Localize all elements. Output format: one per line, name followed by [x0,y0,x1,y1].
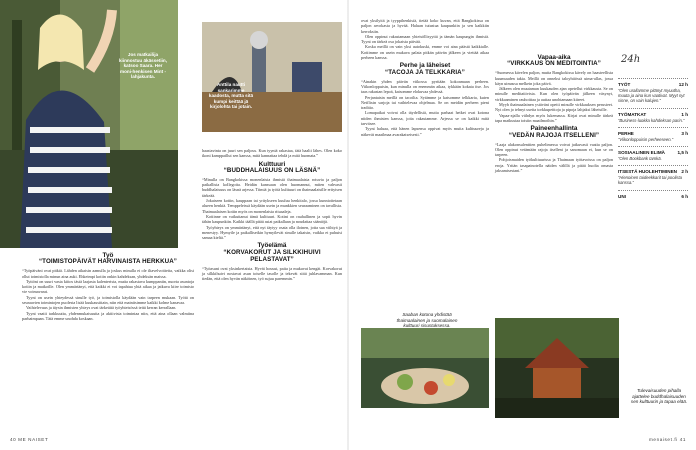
sidebar-item [618,165,688,189]
sidebar-text: “Business-luokka kahdeksan parin.” [618,117,685,123]
paragraph: “Suomessa kävelen paljon, mutta Bangkokissa kävely on haasteellista kuumuuden takia. Meillä on onneksi taloyhtiössä uima-allas, jossa käyn uimassa melkein joka päivä. [495,70,613,86]
sidebar-value: 1 h [681,111,688,117]
paragraph: Tyttöni on suuri vasta kiitos tästä laajasta kalenterista, mutta rakastava kumppaniin, nuorta asuntoja kotiin ja matkoille. Olen ymmärtänyt, että kaikki ei voi tapahtua yhtä aikaa ja jatkuva kiire toimisto vie voimavarat. [22,278,194,295]
culture-column [202,148,342,282]
sidebar-text: “Olen Bookbank tamkä. [618,156,662,162]
paragraph: Tyyni haluaa, että hänen lapsensa oppivat myös muita kulttuureja ja näkevät maailmaa avarakatseisesti.” [361,126,489,137]
section-title: “BUDDHALAISUUS ON LÄSNÄ” [223,166,321,174]
section-kicker: Työ [102,252,114,259]
photo-caption: Tulevaisuuden pihalla ajattelee buddhalaisuuden sen kulttuurin ja tapaa elää. [630,388,688,405]
sidebar-value: 12 h [678,82,688,87]
sidebar-label: TYÖT [618,82,631,87]
sidebar-item [618,146,688,165]
sidebar-item [618,78,688,108]
paragraph: haastavinta on juuri sen paljous. Kun tyyniä rakastaa, tätä haalii lähes. Olen koko ikoni kamppaillut sen kanssa, mitä kannattaa tehdä ja mitä huomata.” [202,148,342,159]
photo-caption: Saaban kotona yhdistää thaimaalainen ja suomalainen kulttuuri sisustuksessa. [396,312,458,329]
paragraph: Vaihtelevuus ja täysin ihmisten yhteys ovat tärkeäitä työyhteisössä teitä kerran kerrallaan. [26,305,177,311]
photo-still-life [202,22,342,132]
paragraph: Myyb thaimaalainen ystäväni opetti minulle virkkauksen perusteet. Nyt olen jo tehnyt useita torkkupeittoja ja pipoja lahjaksi läheisille. [495,102,613,113]
paragraph: ovat yksilyitä ja tyyppihenkisiä, tietää koko kuvan, että Bangkokissa on paljon arvokasta ja hyvää. Haluan tutustua kaupunkiin ja sen kaikkiin kerroksiin. [361,18,489,34]
sidebar-item [618,108,688,127]
section-title: “VEDÄN RAJOJA ITSELLENI” [508,131,600,139]
paragraph: Olen oppinut rakastamaan yhteisöllisyyttä ja tämän kaupungin ihmisiä. Tyyni on tärkeä osa jokaista päivää. [361,33,489,45]
time-sidebar [618,78,688,204]
sidebar-value: 2 h [681,169,688,175]
signature: 24h [621,54,641,65]
right-page [349,0,696,450]
sidebar-value: 1,5 h [677,150,688,156]
intro-column [361,18,489,137]
sidebar-label: UNI [618,193,626,199]
sidebar-text: “Viikonloppuisin perheeseen.” [618,136,674,142]
sidebar-text: “Hienoinen taideekkarit tai poolista kanssa.” [618,175,683,186]
section-kicker: Vapaa-aika [537,54,571,61]
paragraph: Lomapaikat voivat olla täydellisiä, mutta parhaat hetket ovat kotona niiden ihmisten kanssa, joita rakastamme. Arjessa se on kaikki mitä tarvitsee. [361,110,489,127]
sidebar-label: TYÖMATKAT [618,111,647,117]
paragraph: Jälkeen olen muutaman kuukauden ajan opetellut virkkausta. Se on minulle meditatiivista. Kun olen työpäivän jälkeen väsynyt, virkkaaminen rauhoittaa ja auttaa unohtamaan kiireet. [495,86,613,102]
photo-caption: Jos matkailija kiinnostuu äkässetiin, katsoo Saara. Her moni-henkisen Mint -lahjakunta. [119,52,167,80]
paragraph: “Työpäiväni ovat pitkiä. Lähden aikaisin aamulla ja joskus minulla ei ole iltavelvoitteita, vaikka olisi ollut toimistolla minun aina auki. Ehkeimpi kotiin onkin kahdeksan, yhdeksän maissa. [22,268,194,279]
paragraph: Kotiinne on vaikuttanut tämä kulttuuri. Kotini on rauhallinen ja sopii hyvin tähän kaupunkiin. Kaikki täällä pitää asiat paikallaan ja noudattaa sääntöjä. [202,213,342,225]
page-footer-left: 40 ME NAISET [10,437,49,442]
photo-woman-portrait [0,0,178,248]
paragraph: “Työasuni ovat yksinkertaisia. Hyvät housut, paita ja mukavat kengät. Korvakorut ja silkkihuivi nostavat asun toiselle tasolle ja tekevät siitä juhlavamman. Kun tiedän, että olen hyvän näköinen, työ sujuu paremmin.” [202,265,342,282]
sidebar-label: ITSESTÄ HUOLEHTIMINEN [618,169,677,175]
sidebar-text: “Olen urallamme pitänyt myuutha, muuta ja aina kun vaativat. Myyt nyt sinne, on vain kalujen.” [618,88,685,104]
photo-garden-house [495,318,619,418]
sidebar-item [618,190,688,204]
paragraph: Vapaa-ajalla viihdyn myös lukemassa. Kirjat ovat minulle tärkeä tapa matkustaa toisiin maailmoihin.” [495,112,613,123]
section-title: “TOIMISTOPÄIVÄT HARVINAISTA HERKKUA” [38,258,177,266]
work-column [22,250,194,321]
sidebar-label: SOSIAALINEN ELIMÄ [618,150,665,156]
paragraph: Tyyni vaatii tarkkuutta, yhdenmukaisuutta ja aktiivista toimintaa niin, että aina ollaan valmiina parhaimpaan. Tätä emme unohda koskaan. [22,310,194,321]
section-kicker: Työelämä [257,242,287,250]
sidebar-value: 3 h [681,130,688,136]
section-title: “KORVAKORUT JA SILKKIHUIVI PELASTAVAT” [223,248,321,263]
paragraph: Tyyni on usein yhteydessä sinulle työ, ja toimistolla käydään vain tarpeen mukaan. Työtä on seuraavien toimintojen puolesta lisää kuukausittain, niin että mainitsimme kaikki kolme kanavaa. [22,294,194,306]
leisure-column [495,52,613,173]
paragraph: “Minulla on Bangkokissa monenlaisia ihmisiä thaimaalaisia rotuvia ja paljon paikallisia kollegoita. Heidän kanssaan olen huomannut, miten vahvasti buddhalaisuus on läsnä arjessa. Tiimiä ja työtä kulttuuri on thaimaalaisille erityisen tärkeää. [202,176,342,198]
sidebar-value: 6 h [681,193,688,199]
sidebar-item [618,127,688,146]
section-title: “TACOJA JA TELKKARIA” [385,68,465,76]
paragraph: “Ainakin yhden päivän viikossa pyritään kokoamaan perheen. Viikonloppuisin, kun minulla on enemmän aikaa, tykkään kokata itse. Jos taas rakastan lepoä, katsomme elokuvaa yhdessä. [361,78,489,95]
paragraph: Työyhteys on ymmärtänyt, että nyt täytyy osata olla iloinen, jotta saa viihtyä ja menestyy. Hymyile ja paikallisetkin hymyilevät sinulle takaisin, vaikka et puhuisi samaa kieltä.” [202,224,342,241]
sidebar-label: PERHE [618,130,634,136]
section-kicker: Kulttuuri [258,160,286,168]
paragraph: Pohjoismaiden työkulttuurissa ja Thaimaan työtavoissa on paljon eroja. Yritän tasapainotella näiden välillä ja pitää huolta omasta jaksamisestani.” [495,157,613,174]
paragraph: Koska meillä on vain yksi autokuski, emme voi aina päästä kaikkialle. Kotiimme on usein mukava palata pitkän päivän jälkeen ja viettää aikaa perheen kanssa. [361,44,489,61]
left-page [0,0,347,450]
paragraph: “Laaja alakonsulenttien puhelimessa voivat jatkuvasti vaatia paljon. Olen oppinut vetämään rajoja itselleni ja sanomaan ei, kun se on tarpeen. [495,141,613,158]
paragraph: Perjantaisin meillä on tacoilta. Sytämme ja katsomme telkkaria, kuten Netflixin sarjoja tai vaihtelevaa ohjelmaa. Se on meidän perheen pieni traditio. [361,94,489,111]
paragraph: Jokaiseen kotiin, kauppaan tai yritykseen kuuluu henkitalo, jossa kunnioitetaan alueen henkiä. Temppeleissä käydään usein ja munkkien seuraaminen on tavallista. Thaimaalaisen kotiin myös on monenlaisia rituaaleja. [202,198,342,214]
page-footer-right: menaiset.fi 41 [649,437,686,442]
section-kicker: Perhe ja läheiset [399,62,451,70]
section-title: “VIRKKAUS ON MEDITOINTIA” [507,60,601,68]
photo-caption: Anttila nautti sankarimme kaadosta, mutta sitä kumpi keittää jä kirjolohta tai jotain. [208,82,254,110]
photo-interior [361,328,489,408]
section-kicker: Paineenhallinta [530,125,578,133]
